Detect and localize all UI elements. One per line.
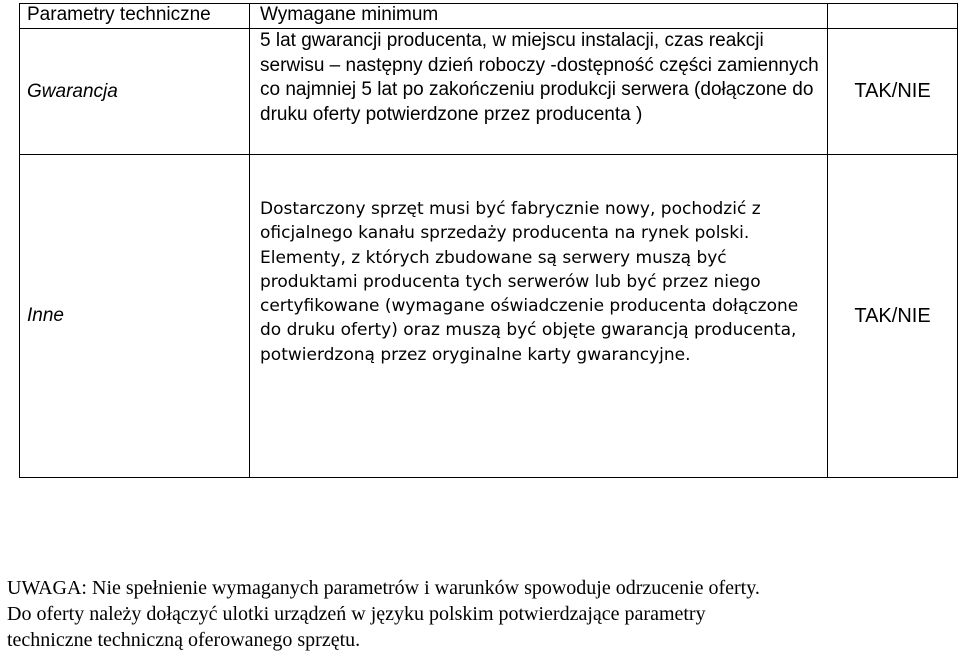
- header-requirement-cell: [250, 4, 828, 29]
- param-label-warranty: Gwarancja: [27, 80, 118, 102]
- warning-note: [7, 575, 957, 601]
- table-row-warranty: [20, 29, 958, 155]
- warning-label: UWAGA:: [7, 577, 87, 599]
- param-cell-other: [20, 155, 250, 478]
- answer-cell-warranty: [828, 29, 958, 155]
- header-param-label: Parametry techniczne: [27, 4, 211, 25]
- answer-text-other: TAK/NIE: [854, 304, 931, 327]
- param-label-other: Inne: [27, 305, 64, 326]
- attachment-note-line-2: techniczne techniczną oferowanego sprzętu.: [7, 629, 361, 651]
- warning-text: Nie spełnienie wymaganych parametrów i warunków spowoduje odrzucenie oferty.: [92, 577, 760, 599]
- specification-table: [19, 3, 958, 478]
- header-param-cell: [20, 4, 250, 29]
- attachment-note-line-1: Do oferty należy dołączyć ulotki urządzeń w języku polskim potwierdzające parametry: [7, 603, 706, 625]
- header-answer-cell: [828, 4, 958, 29]
- requirement-cell-warranty: [250, 29, 828, 155]
- requirement-text-other: Dostarczony sprzęt musi być fabrycznie nowy, pochodzić z oficjalnego kanału sprzedaży producenta na rynek polski. Elementy, z których zbudowane są serwery muszą być produktami producenta tych serwerów lub być przez niego certyfikowane (wymagane oświadczenie producenta dołączone do druku oferty) oraz muszą być objęte gwarancją producenta, potwierdzoną przez oryginalne karty gwarancyjne.: [260, 199, 799, 365]
- table-row-other: [20, 155, 958, 478]
- requirement-text-warranty: 5 lat gwarancji producenta, w miejscu instalacji, czas reakcji serwisu – następny dzień roboczy -dostępność części zamiennych co najmniej 5 lat po zakończeniu produkcji serwera (dołączone do druku oferty potwierdzone przez producenta ): [260, 30, 819, 125]
- notes-section: [7, 575, 957, 653]
- header-requirement-label: Wymagane minimum: [260, 4, 439, 25]
- table-header-row: [20, 4, 958, 29]
- requirement-cell-other: [250, 155, 828, 478]
- answer-cell-other: [828, 155, 958, 478]
- param-cell-warranty: [20, 29, 250, 155]
- answer-text-warranty: TAK/NIE: [854, 80, 931, 102]
